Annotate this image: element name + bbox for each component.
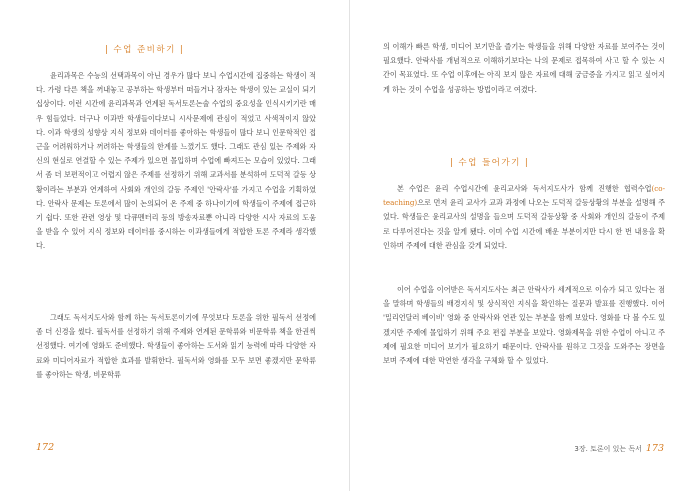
right-top-paragraph — [383, 40, 665, 97]
right-paragraph-1-before: 본 수업은 윤리 수업시간에 윤리교사와 독서지도사가 함께 진행한 협력수업 — [397, 184, 652, 193]
left-paragraph-2-text: 그래도 독서지도사와 함께 하는 독서토론이기에 무엇보다 토론을 위한 필독서 선정에 좀 더 신경을 썼다. 필독서를 선정하기 위해 주제와 연계된 문학류와 비문학류 책을 한권씩 선정했다. 여기에 영화도 준비했다. 학생들이 좋아하는 도서와 읽기 능력에 따라 다양한 자료와 미디어자료가 적합한 효과를 발휘한다. 필독서와 영화를 모두 보면 좋겠지만 문학류를 좋아하는 학생, 비문학류 — [36, 313, 316, 379]
section-heading-enter: | 수업 들어가기 | — [450, 158, 530, 168]
right-paragraph-1 — [383, 182, 665, 253]
right-paragraph-2-text: 이어 수업을 이어받은 독서지도사는 최근 안락사가 세계적으로 이슈가 되고 있다는 점을 말하며 학생들의 배경지식 및 상식적인 지식을 확인하는 질문과 발표를 진행했다. 이어 '밀리언달러 베이비' 영화 중 안락사와 연관 있는 부분을 함께 보았다. 영화를 다 볼 수도 있겠지만 주제에 몰입하기 위해 주요 편집 부분을 보았다. 영화제목을 위한 수업이 아니고 주제에 필요한 미디어 보기가 필요하기 때문이다. 안락사를 원하고 그것을 도와주는 장면을 보며 주제에 대한 막연한 생각을 구체화 할 수 있었다. — [383, 285, 665, 366]
left-paragraph-2 — [36, 311, 316, 382]
left-paragraph-1 — [36, 69, 316, 254]
page-number-right: 173 — [645, 443, 664, 454]
right-page — [350, 0, 700, 491]
co-teaching-note: (co-teaching) — [383, 184, 665, 208]
running-footer — [574, 443, 664, 454]
right-paragraph-1-after: 으로 먼저 윤리 교사가 교과 과정에 나오는 도덕적 갈등상황의 부분을 설명해 주었다. 학생들은 윤리교사의 설명을 들으며 도덕적 갈등상황 중 사회와 개인의 갈등이 주제로 다루어진다는 것을 알게 됐다. 이미 수업 시간에 배운 부분이지만 다시 한 번 내용을 확인하며 주제에 대한 관심을 갖게 되었다. — [383, 198, 665, 250]
running-head: 3장. 토론이 있는 독서 — [574, 445, 642, 453]
section-heading-prepare: | 수업 준비하기 | — [105, 45, 185, 55]
right-paragraph-2 — [383, 283, 665, 368]
right-top-paragraph-text: 의 이해가 빠른 학생, 미디어 보기만을 즐기는 학생들을 위해 다양한 자료를 보여주는 것이 필요했다. 안락사를 개념적으로 이해하기보다는 나의 문제로 접목하여 사고 할 수 있는 시간이 목표였다. 또 수업 이후에는 아직 보지 않은 자료에 대해 궁금증을 가지고 읽고 싶어지게 하는 것이 수업을 성공하는 방법이라고 여겼다. — [383, 42, 665, 94]
left-paragraph-1-text: 윤리과목은 수능의 선택과목이 아닌 경우가 많다 보니 수업시간에 집중하는 학생이 적다. 가령 다른 책을 꺼내놓고 공부하는 학생부터 떠들거나 잠자는 학생이 있는 교실이 되기 십상이다. 이런 시간에 윤리과목과 연계된 독서토론논술 수업의 중요성을 인식시키기란 매우 힘들었다. 더구나 이과반 학생들이다보니 시사문제에 관심이 적었고 사색적이지 않았다. 이과 학생의 성향상 지식 정보와 데이터를 좋아하는 학생들이 많다 보니 인문학적인 접근을 어려워하거나 꺼려하는 학생들의 한계를 느꼈기도 했다. 그래도 관심 있는 주제와 자신의 현실로 연결할 수 있는 주제가 있으면 몰입하며 수업에 빠져드는 모습이 있었다. 그래서 좀 더 보편적이고 어렵지 않은 주제를 선정하기 위해 교과서를 분석하여 도덕적 갈등 상황이라는 부분과 연계하여 사회와 개인의 갈등 주제인 '안락사'를 가지고 수업을 기획하였다. 안락사 문제는 토론에서 많이 논의되어 온 주제 중 하나이기에 학생들이 주제에 접근하기 쉽다. 또한 관련 영상 및 다큐멘터리 등의 방송자료뿐 아니라 다양한 시사 자료의 도움을 받을 수 있어 지식 정보와 데이터를 중시하는 이과생들에게 적합한 토론 주제라 생각했다. — [36, 71, 316, 251]
page-number-left: 172 — [36, 442, 55, 453]
